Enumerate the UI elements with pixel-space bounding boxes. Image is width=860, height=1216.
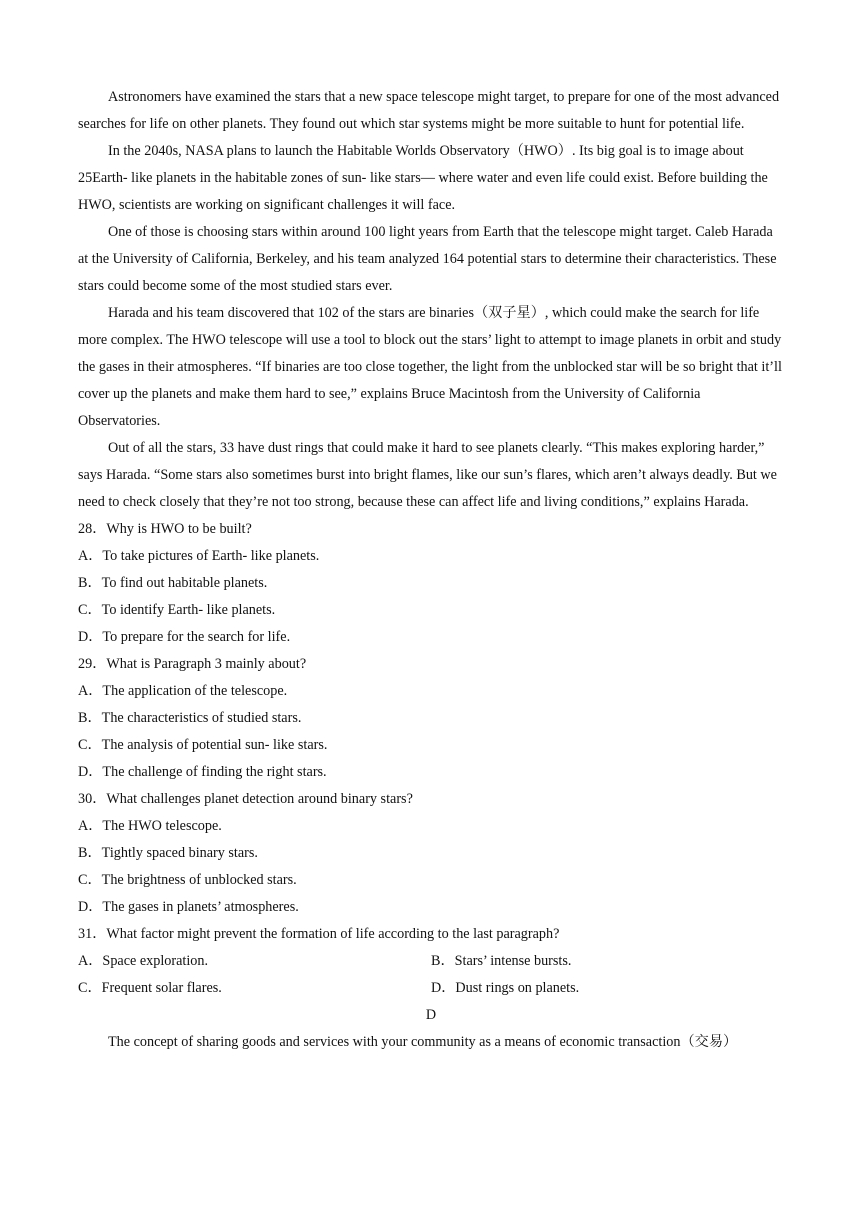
option-b: B．Tightly spaced binary stars. (78, 845, 258, 861)
question-31 (78, 921, 784, 1002)
section-d-paragraph-1: The concept of sharing goods and services with your community as a means of economic transaction（交易） (108, 1034, 738, 1050)
passage-paragraph-4: Harada and his team discovered that 102 of the stars are binaries（双子星）, which could make the search for life more complex. The HWO telescope will use a tool to block out the stars’ light to attempt to image planets in orbit and study the gases in their atmospheres. “If binaries are too close together, the light from the unblocked star will be so bright that it’ll cover up the planets and make them hard to see,” explains Bruce Macintosh from the University of California Observatories. (78, 305, 782, 429)
option-b: B．The characteristics of studied stars. (78, 710, 302, 726)
option-d: D．To prepare for the search for life. (78, 629, 291, 645)
question-28 (78, 516, 784, 651)
question-stem: 30．What challenges planet detection around binary stars? (78, 791, 413, 807)
option-b: B．Stars’ intense bursts. (431, 953, 572, 969)
options-row-1 (78, 948, 784, 975)
section-heading-d: D (425, 1007, 437, 1023)
question-stem: 31．What factor might prevent the formation of life according to the last paragraph? (78, 926, 560, 942)
option-a: A．Space exploration. (78, 953, 209, 969)
options-row-2 (78, 975, 784, 1002)
passage-paragraph-2: In the 2040s, NASA plans to launch the Habitable Worlds Observatory（HWO）. Its big goal is to image about 25Earth- like planets in the habitable zones of sun- like stars— where water and even life could exist. Before building the HWO, scientists are working on significant challenges it will face. (78, 143, 768, 213)
option-c: C．To identify Earth- like planets. (78, 602, 276, 618)
passage-paragraph-3: One of those is choosing stars within around 100 light years from Earth that the telescope might target. Caleb Harada at the University of California, Berkeley, and his team analyzed 164 potential stars to determine their characteristics. These stars could become some of the most studied stars ever. (78, 224, 777, 294)
option-c: C．Frequent solar flares. (78, 980, 222, 996)
option-c: C．The analysis of potential sun- like stars. (78, 737, 328, 753)
option-a: A．To take pictures of Earth- like planets. (78, 548, 320, 564)
question-29 (78, 651, 784, 786)
option-d: D．The gases in planets’ atmospheres. (78, 899, 299, 915)
option-d: D．Dust rings on planets. (431, 980, 580, 996)
option-d: D．The challenge of finding the right stars. (78, 764, 327, 780)
passage-paragraph-1: Astronomers have examined the stars that a new space telescope might target, to prepare for one of the most advanced searches for life on other planets. They found out which star systems might be more suitable to hunt for potential life. (78, 89, 780, 132)
option-a: A．The application of the telescope. (78, 683, 288, 699)
question-stem: 29．What is Paragraph 3 mainly about? (78, 656, 307, 672)
option-c: C．The brightness of unblocked stars. (78, 872, 297, 888)
document-page (78, 84, 784, 1056)
option-a: A．The HWO telescope. (78, 818, 222, 834)
passage-paragraph-5: Out of all the stars, 33 have dust rings that could make it hard to see planets clearly. “This makes exploring harder,” says Harada. “Some stars also sometimes burst into bright flames, like our sun’s flares, which aren’t always deadly. But we need to check closely that they’re not too strong, because these can affect life and living conditions,” explains Harada. (78, 440, 777, 510)
question-30 (78, 786, 784, 921)
question-stem: 28．Why is HWO to be built? (78, 521, 252, 537)
option-b: B．To find out habitable planets. (78, 575, 268, 591)
